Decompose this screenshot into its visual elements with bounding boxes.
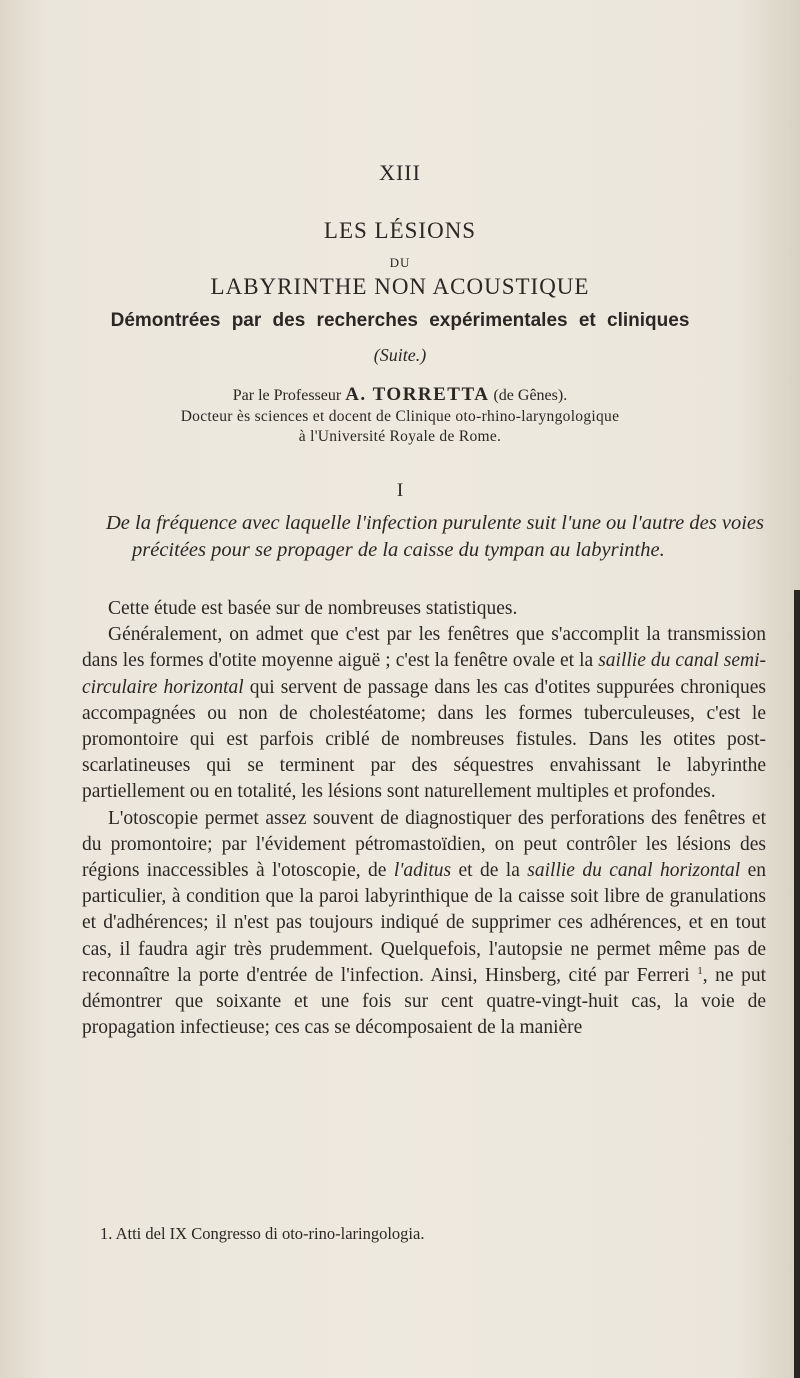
author-name: A. TORRETTA — [345, 384, 490, 405]
continued-note: (Suite.) — [373, 345, 427, 365]
title-connector: DU — [389, 255, 411, 270]
title-line-2: LABYRINTHE NON ACOUSTIQUE — [210, 274, 590, 299]
footnote: 1. Atti del IX Congresso di oto-rino-laringologia. — [100, 1224, 425, 1243]
section-heading: De la fréquence avec laquelle l'infection purulente suit l'une ou l'autre des voies précitées pour se propager de la caisse du tympan au labyrinthe. — [106, 512, 764, 561]
paragraph-3-text-a: L'otoscopie permet assez souvent de diagnostiquer des perforations des fenêtres et du promontoire; par l'évidement pétromastoïdien, on peut contrôler les lésions des régions inaccessibles à l'otoscopie, de — [82, 807, 766, 882]
paragraph-3-italic-b: saillie du canal horizontal — [527, 860, 741, 882]
paragraph-3-text-c: en particulier, à condition que la paroi labyrinthique de la caisse soit libre de granulations et d'adhérences; il n'est pas toujours indiqué de supprimer ces adhérences, et en tout cas, il faudra agir très prudemment. Quelquefois, l'autopsie ne permet même pas de reconnaître la porte d'entrée de l'infection. Ainsi, Hinsberg, cité par Ferreri — [82, 860, 766, 986]
footnote-marker: 1 — [697, 964, 703, 977]
page-edge-shadow — [794, 590, 800, 1378]
author-credentials-1: Docteur ès sciences et docent de Clinique oto-rhino-laryngologique — [180, 408, 620, 425]
paragraph-3-text-d: , ne put démontrer que soixante et une fois sur cent quatre-vingt-huit cas, la voie de propagation infectieuse; ces cas se décomposaient de la manière — [82, 964, 766, 1039]
author-line — [0, 384, 800, 406]
subtitle: Démontrées par des recherches expérimentales et cliniques — [110, 310, 690, 331]
paragraph-2 — [82, 622, 766, 805]
chapter-number: XIII — [379, 160, 421, 185]
author-prefix: Par le Professeur — [232, 387, 346, 404]
paragraph-2-italic: saillie du canal semi-circulaire horizontal — [82, 650, 766, 698]
paragraph-3 — [82, 806, 766, 1042]
paragraph-2-text-b: qui servent de passage dans les cas d'otites suppurées chroniques accompagnées ou non de cholestéatome; dans les formes tuberculeuses, c'est le promontoire qui est parfois criblé de nombreuses fistules. Dans les otites post-scarlatineuses qui se terminent par des séquestres envahissant le labyrinthe partiellement ou en totalité, les lésions sont naturellement multiples et profondes. — [82, 676, 766, 803]
author-place: (de Gênes). — [489, 387, 568, 404]
author-credentials-2: à l'Université Royale de Rome. — [298, 428, 502, 445]
paragraph-2-text-a: Généralement, on admet que c'est par les fenêtres que s'accomplit la transmission dans les formes d'otite moyenne aiguë ; c'est la fenêtre ovale et la — [82, 624, 766, 672]
body-text — [82, 596, 766, 1041]
paragraph-1: Cette étude est basée sur de nombreuses statistiques. — [108, 598, 518, 619]
paragraph-3-text-b: et de la — [451, 860, 528, 882]
title-line-1: LES LÉSIONS — [323, 218, 477, 243]
section-number: I — [396, 480, 404, 501]
paragraph-3-italic-a: l'aditus — [393, 860, 452, 882]
